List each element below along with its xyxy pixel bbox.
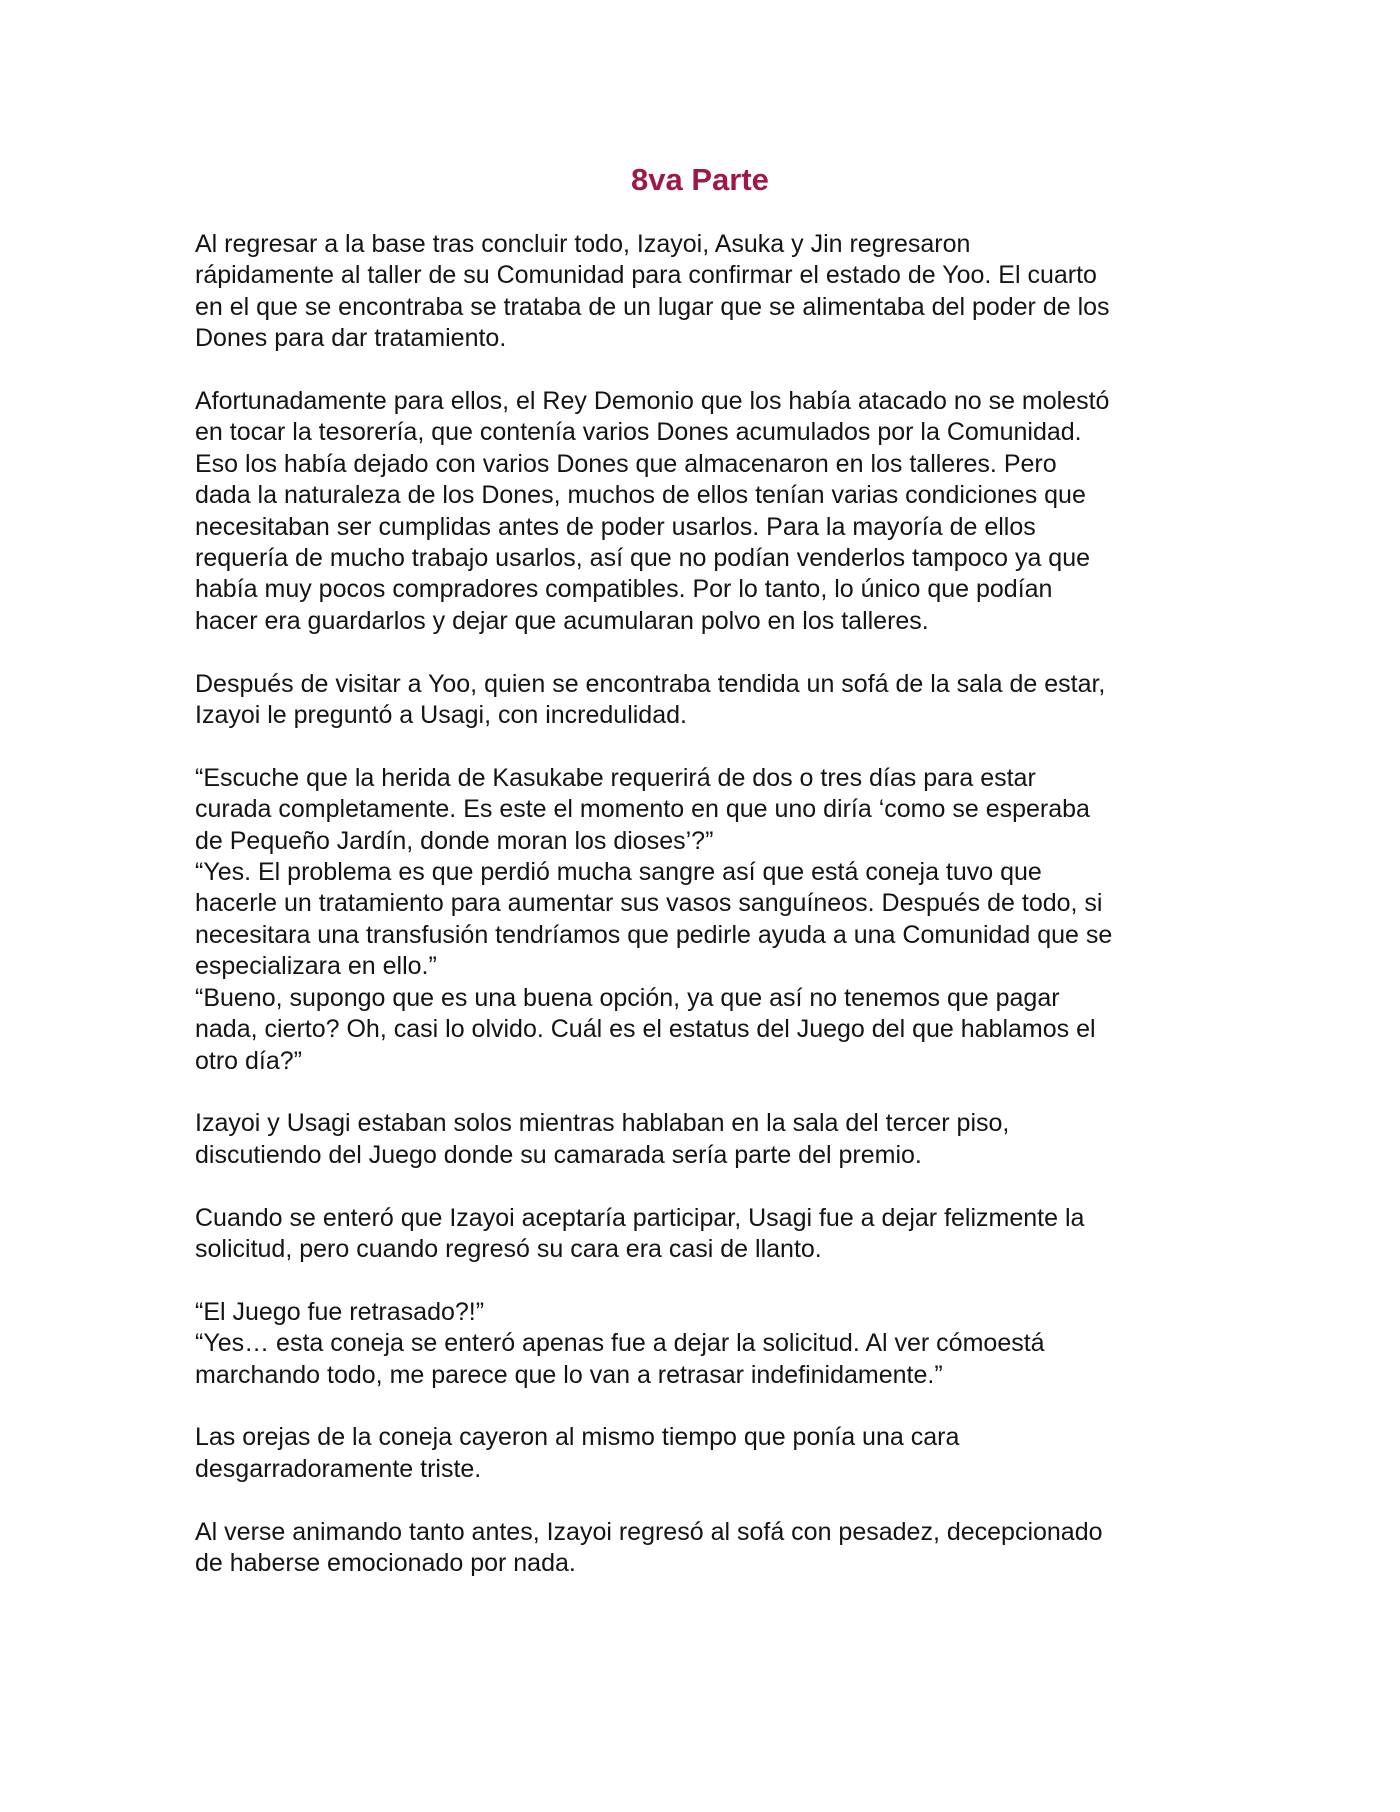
text-line: desgarradoramente triste.: [195, 1454, 482, 1483]
text-line: curada completamente. Es este el momento en que uno diría ‘como se esperaba: [195, 795, 1090, 824]
document-body: [195, 229, 1215, 1611]
text-line: dada la naturaleza de los Dones, muchos de ellos tenían varias condiciones que: [195, 481, 1086, 510]
text-line: “Escuche que la herida de Kasukabe requerirá de dos o tres días para estar: [195, 763, 1036, 792]
text-line: Al regresar a la base tras concluir todo, Izayoi, Asuka y Jin regresaron: [195, 230, 971, 258]
text-line: rápidamente al taller de su Comunidad para confirmar el estado de Yoo. El cuarto: [195, 261, 1097, 290]
text-line: discutiendo del Juego donde su camarada sería parte del premio.: [195, 1140, 922, 1169]
paragraph: [195, 1203, 1215, 1266]
paragraph: [195, 1297, 1215, 1391]
text-line: en el que se encontraba se trataba de un lugar que se alimentaba del poder de los: [195, 292, 1110, 321]
text-line: Afortunadamente para ellos, el Rey Demonio que los había atacado no se molestó: [195, 387, 1110, 416]
text-line: especializara en ello.”: [195, 952, 437, 981]
text-line: necesitaban ser cumplidas antes de poder usarlos. Para la mayoría de ellos: [195, 512, 1036, 541]
paragraph: [195, 669, 1215, 732]
chapter-title: 8va Parte: [631, 162, 769, 197]
text-line: necesitara una transfusión tendríamos que pedirle ayuda a una Comunidad que se: [195, 920, 1113, 949]
paragraph: [195, 1517, 1215, 1580]
text-line: Después de visitar a Yoo, quien se encontraba tendida un sofá de la sala de estar,: [195, 669, 1106, 698]
text-line: Las orejas de la coneja cayeron al mismo tiempo que ponía una cara: [195, 1423, 960, 1452]
text-line: “Yes. El problema es que perdió mucha sangre así que está coneja tuvo que: [195, 858, 1042, 887]
text-line: hacer era guardarlos y dejar que acumularan polvo en los talleres.: [195, 606, 929, 635]
text-line: requería de mucho trabajo usarlos, así que no podían venderlos tampoco ya que: [195, 544, 1091, 573]
text-line: solicitud, pero cuando regresó su cara era casi de llanto.: [195, 1234, 822, 1263]
text-line: Eso los había dejado con varios Dones que almacenaron en los talleres. Pero: [195, 449, 1057, 478]
text-line: Izayoi y Usagi estaban solos mientras hablaban en la sala del tercer piso,: [195, 1109, 1010, 1138]
text-line: Cuando se enteró que Izayoi aceptaría participar, Usagi fue a dejar felizmente la: [195, 1203, 1085, 1232]
text-line: había muy pocos compradores compatibles. Por lo tanto, lo único que podían: [195, 575, 1053, 604]
paragraph: [195, 386, 1215, 637]
text-line: de Pequeño Jardín, donde moran los dioses’?”: [195, 826, 714, 855]
paragraph: [195, 1108, 1215, 1171]
text-line: hacerle un tratamiento para aumentar sus vasos sanguíneos. Después de todo, si: [195, 889, 1103, 918]
text-line: nada, cierto? Oh, casi lo olvido. Cuál es el estatus del Juego del que hablamos el: [195, 1015, 1096, 1044]
text-line: “El Juego fue retrasado?!”: [195, 1297, 485, 1326]
text-line: “Bueno, supongo que es una buena opción, ya que así no tenemos que pagar: [195, 983, 1060, 1012]
text-line: marchando todo, me parece que lo van a retrasar indefinidamente.”: [195, 1360, 943, 1389]
text-line: de haberse emocionado por nada.: [195, 1548, 576, 1577]
text-line: Dones para dar tratamiento.: [195, 324, 507, 353]
paragraph: [195, 1422, 1215, 1485]
paragraph: [195, 763, 1215, 1077]
text-line: Izayoi le preguntó a Usagi, con incredulidad.: [195, 701, 687, 730]
text-line: Al verse animando tanto antes, Izayoi regresó al sofá con pesadez, decepcionado: [195, 1517, 1103, 1546]
paragraph: [195, 229, 1215, 355]
text-line: otro día?”: [195, 1046, 303, 1075]
text-line: “Yes… esta coneja se enteró apenas fue a dejar la solicitud. Al ver cómoestá: [195, 1329, 1045, 1358]
text-line: en tocar la tesorería, que contenía varios Dones acumulados por la Comunidad.: [195, 418, 1082, 447]
